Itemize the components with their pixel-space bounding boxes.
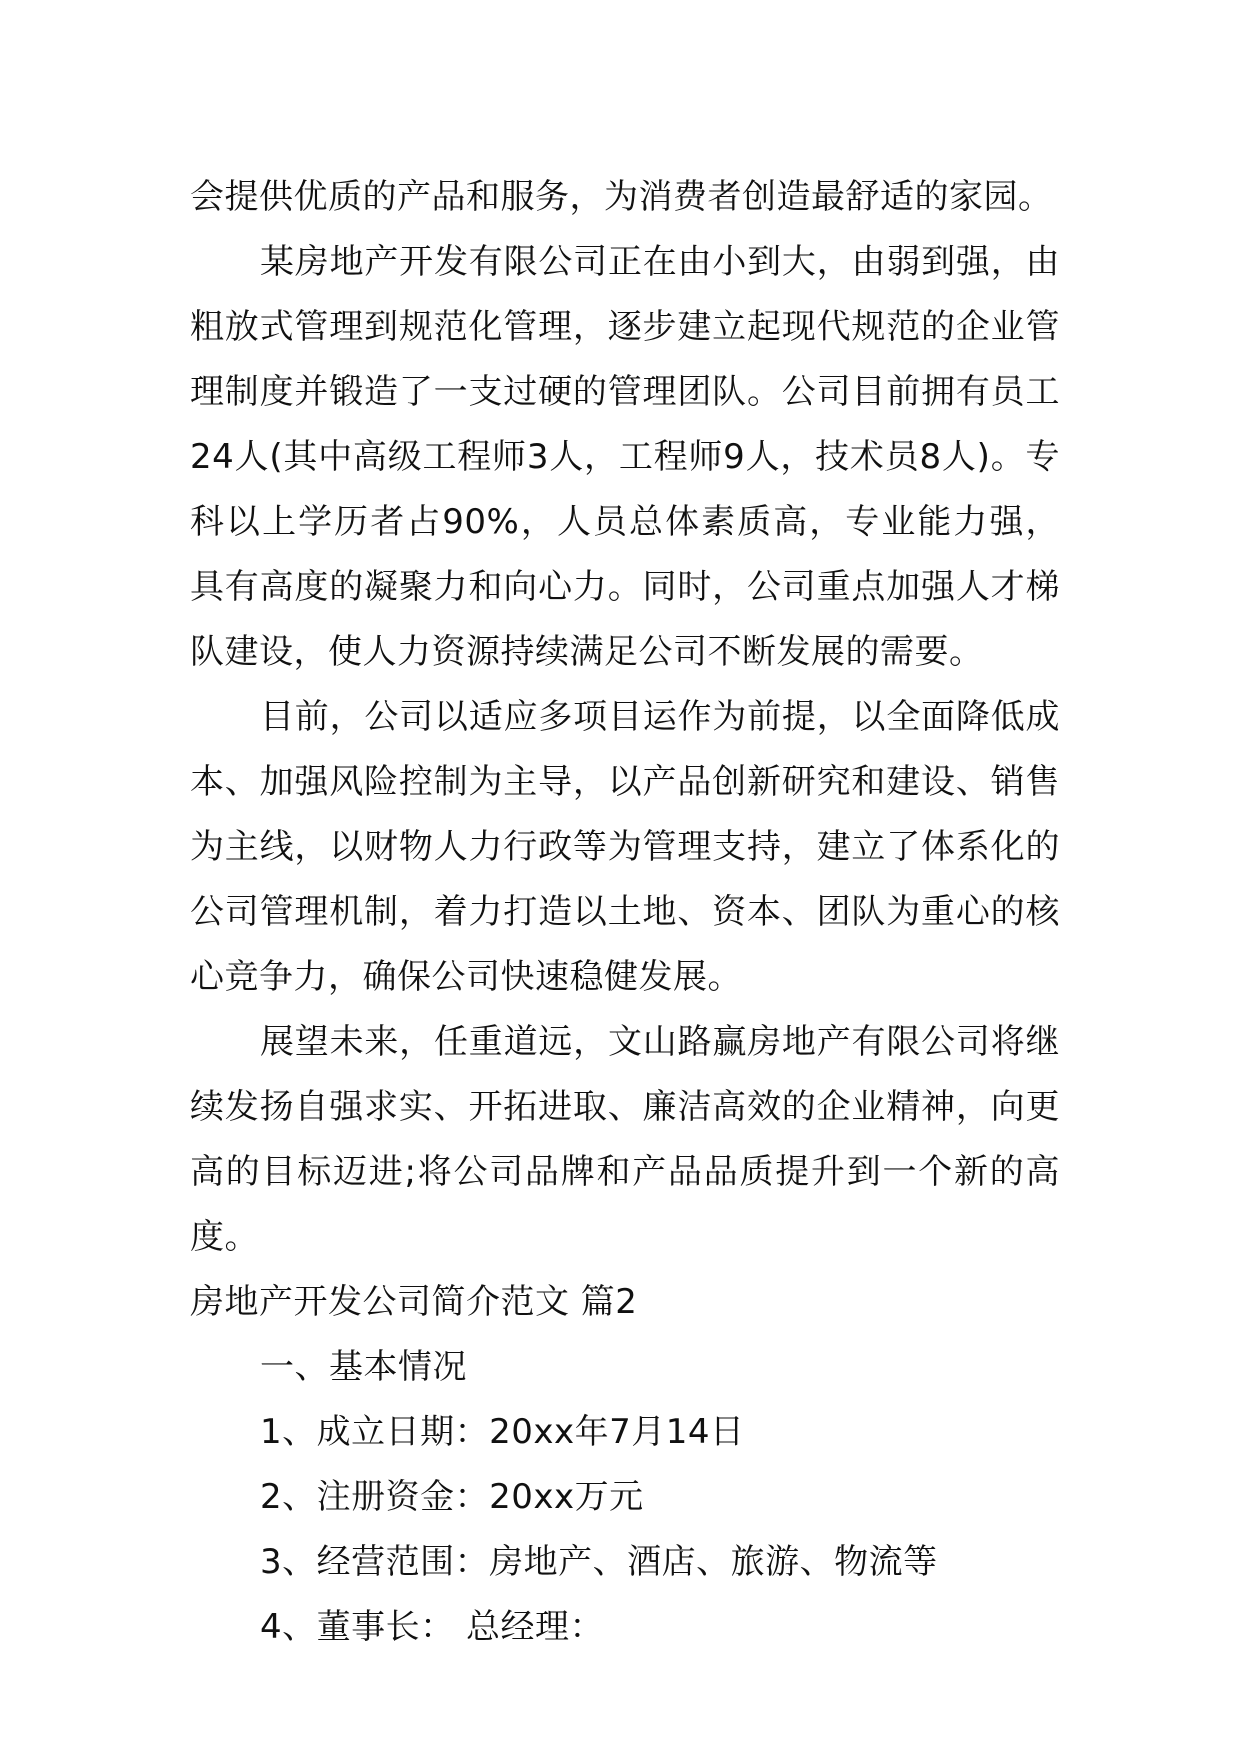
list-item-chairman-gm: 4、董事长： 总经理： [260, 1607, 604, 1647]
list-item-business-scope: 3、经营范围：房地产、酒店、旅游、物流等 [260, 1542, 938, 1582]
paragraph-company-growth: 某房地产开发有限公司正在由小到大，由弱到强，由粗放式管理到规范化管理，逐步建立起现代规范的企业管理制度并锻造了一支过硬的管理团队。公司目前拥有员工24人(其中高级工程师3人，工程师9人，技术员8人)。专科以上学历者占90%，人员总体素质高，专业能力强，具有高度的凝聚力和向心力。同时，公司重点加强人才梯队建设，使人力资源持续满足公司不断发展的需要。 [190, 242, 1060, 672]
section-title: 房地产开发公司简介范文 篇2 [190, 1282, 638, 1322]
paragraph-continuation: 会提供优质的产品和服务，为消费者创造最舒适的家园。 [190, 177, 1053, 217]
document-body [190, 165, 1060, 1660]
paragraph-management-system: 目前，公司以适应多项目运作为前提，以全面降低成本、加强风险控制为主导，以产品创新研究和建设、销售为主线，以财物人力行政等为管理支持，建立了体系化的公司管理机制，着力打造以土地、资本、团队为重心的核心竞争力，确保公司快速稳健发展。 [190, 697, 1060, 997]
list-item-founding-date: 1、成立日期：20xx年7月14日 [260, 1412, 745, 1452]
paragraph-outlook: 展望未来，任重道远，文山路赢房地产有限公司将继续发扬自强求实、开拓进取、廉洁高效的企业精神，向更高的目标迈进;将公司品牌和产品品质提升到一个新的高度。 [190, 1022, 1060, 1257]
list-item-registered-capital: 2、注册资金：20xx万元 [260, 1477, 644, 1517]
subheading-basic-info: 一、基本情况 [260, 1347, 467, 1387]
